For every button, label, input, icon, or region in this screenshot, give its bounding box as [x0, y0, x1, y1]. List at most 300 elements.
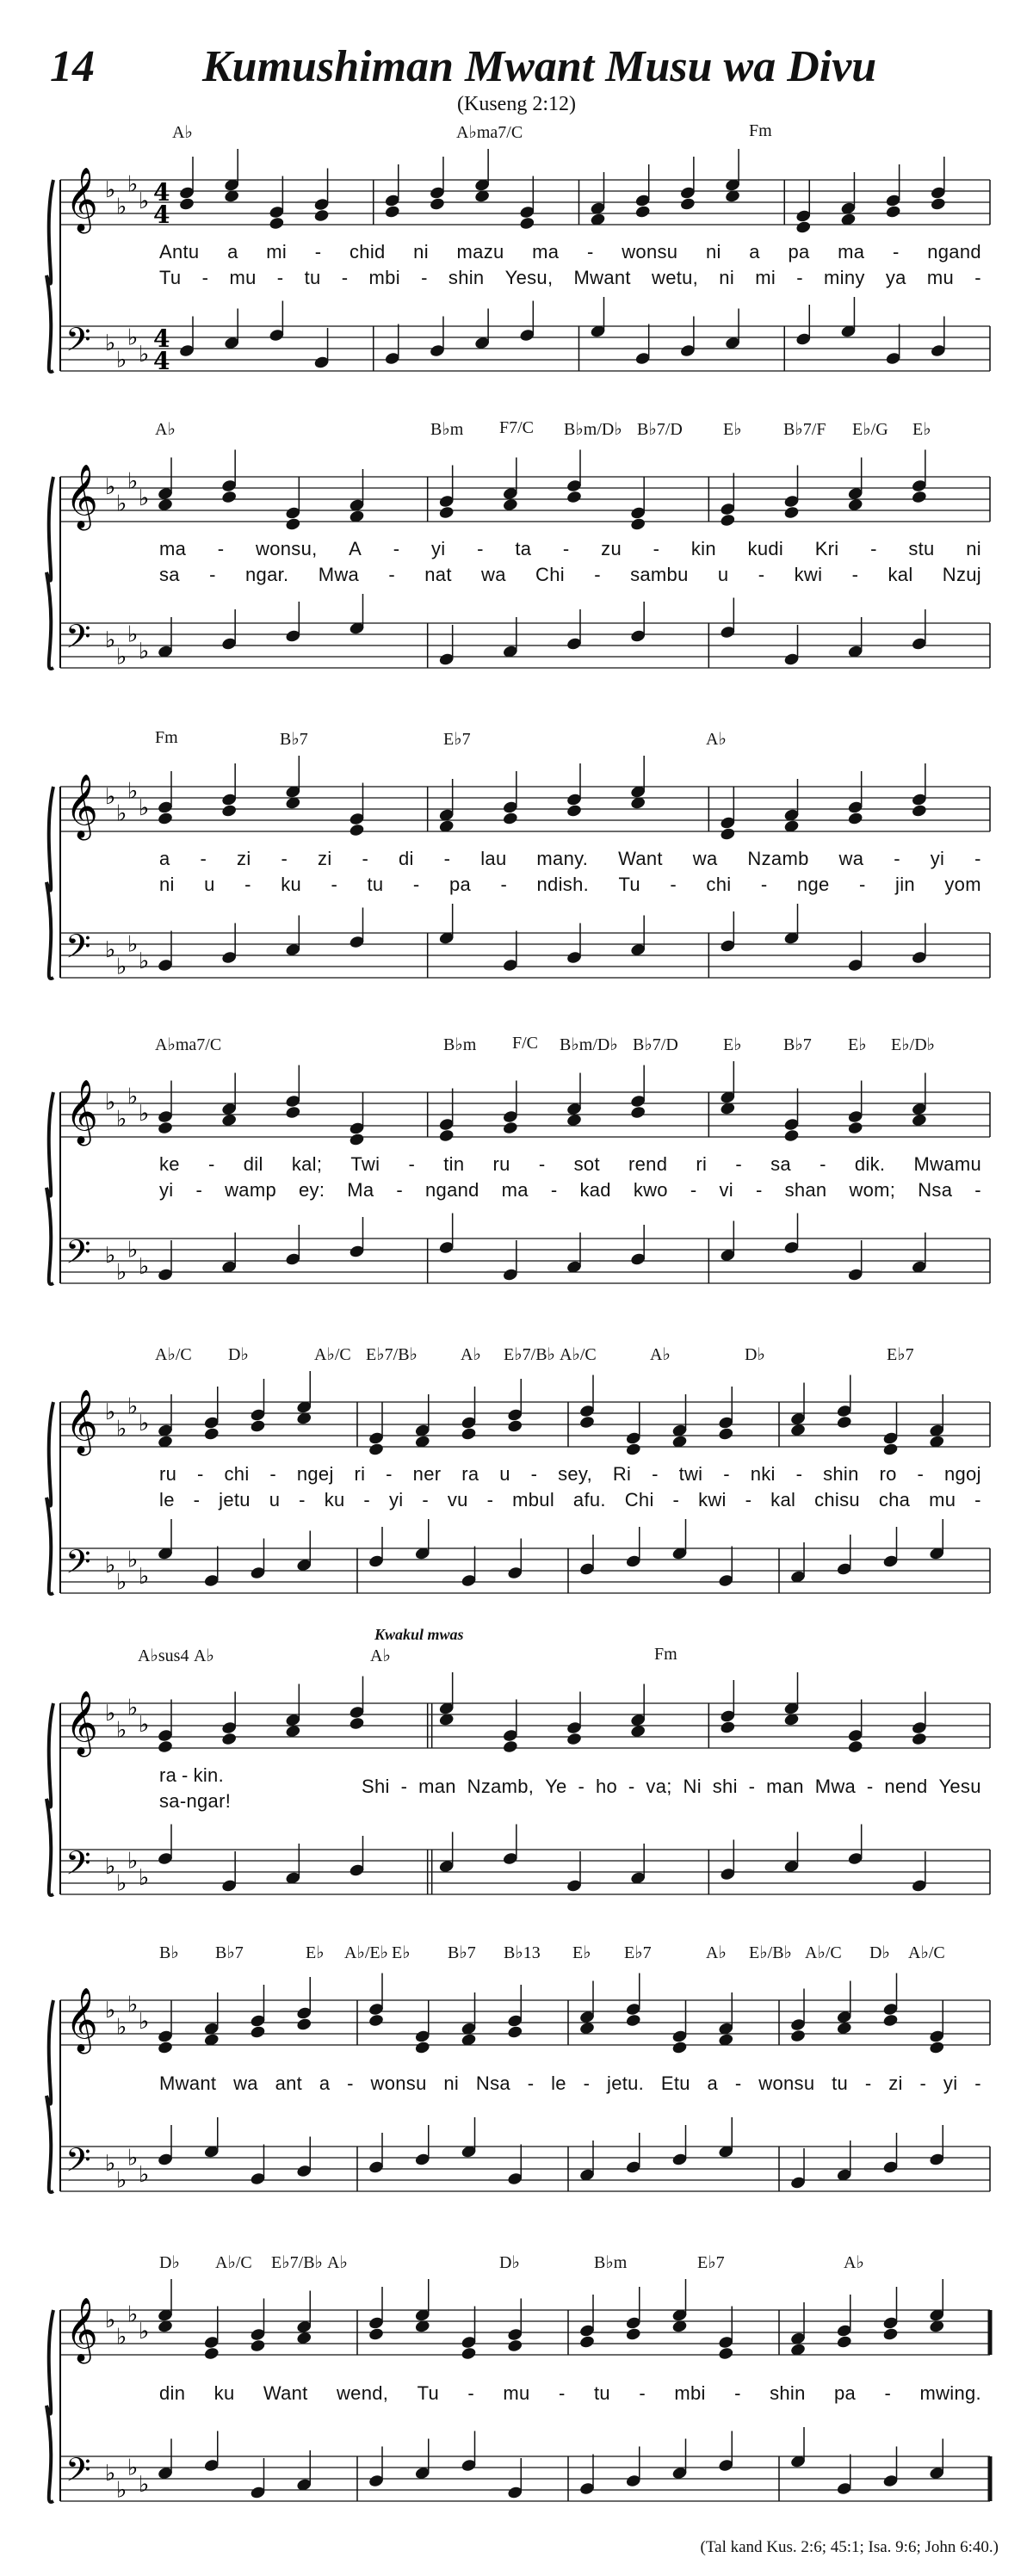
note-head	[461, 1427, 477, 1442]
lyric-syllable: kin	[690, 538, 716, 559]
bass-clef-icon: 𝄢	[65, 2450, 91, 2497]
note-head	[349, 1716, 365, 1731]
lyric-syllable: chid	[349, 241, 386, 263]
treble-clef-icon: 𝄞	[65, 1988, 98, 2052]
lyric-syllable: -	[200, 848, 207, 869]
time-signature-icon: 4	[153, 178, 170, 207]
note-head	[911, 490, 927, 504]
lyric-syllable: kin.	[193, 1764, 224, 1786]
lyric-syllable: u	[204, 874, 215, 895]
note-head	[519, 216, 535, 231]
lyric-syllable: -	[421, 267, 428, 288]
flat-icon: ♭	[116, 1106, 127, 1133]
chord-symbol: E♭	[306, 1943, 325, 1962]
lyric-syllable: -	[195, 1179, 203, 1201]
chord-symbol: Fm	[654, 1645, 677, 1664]
treble-clef-icon: 𝄞	[65, 775, 98, 838]
flat-icon: ♭	[105, 1399, 116, 1425]
note-head	[507, 2025, 523, 2040]
lyric-syllable: -	[586, 241, 594, 263]
lyric-syllable: yi	[431, 538, 446, 559]
note-head	[783, 1128, 800, 1143]
lyric-syllable: -	[207, 1153, 215, 1175]
brace	[46, 180, 53, 372]
chord-symbols	[43, 723, 999, 752]
flat-icon: ♭	[105, 784, 116, 810]
lyric-syllable: -	[197, 1463, 204, 1485]
note-head	[836, 1415, 852, 1430]
chord-symbol: F/C	[512, 1034, 539, 1053]
treble-clef-icon: 𝄞	[65, 168, 98, 232]
lyric-syllable: -	[578, 1776, 585, 1797]
lyrics-line-verse1	[159, 538, 981, 560]
lyrics-line-verse1	[159, 1153, 981, 1176]
flat-icon: ♭	[127, 171, 139, 198]
lyric-syllable: -	[550, 1179, 558, 1201]
flat-icon: ♭	[127, 468, 139, 495]
lyric-syllable: -	[527, 2073, 535, 2094]
note-head	[847, 812, 863, 826]
lyric-syllable: sa	[159, 1790, 180, 1812]
lyric-syllable: -	[347, 2073, 354, 2094]
chord-symbol: D♭	[745, 1345, 765, 1364]
lyric-syllable: u	[717, 564, 729, 585]
lyric-syllable: Tu	[159, 267, 182, 288]
note-head	[221, 804, 238, 819]
note-head	[502, 1121, 518, 1135]
note-head	[625, 2013, 641, 2028]
lyric-syllable: Nzuj	[942, 564, 981, 585]
note-head	[566, 1732, 582, 1746]
flat-icon: ♭	[139, 795, 150, 821]
chord-symbol: E♭7/B♭	[504, 1345, 555, 1364]
chord-symbols	[43, 1640, 999, 1669]
note-head	[221, 490, 238, 504]
treble-clef-icon: 𝄞	[65, 2298, 98, 2362]
flat-icon: ♭	[139, 2472, 150, 2498]
chord-symbol: B♭m	[594, 2253, 628, 2272]
note-head	[250, 2025, 266, 2040]
lyric-syllable: -	[179, 1790, 187, 1812]
lyric-syllable: mbul	[512, 1489, 555, 1510]
lyrics-line-verse2	[159, 564, 981, 586]
tempo-marking: Kwakul mwas	[374, 1626, 464, 1643]
lyric-syllable: ma	[532, 241, 560, 263]
score-system	[43, 116, 999, 409]
note-head	[789, 2029, 806, 2043]
lyric-syllable: -	[820, 1153, 826, 1175]
lyric-syllable: -	[408, 1153, 416, 1175]
chord-symbol: A♭	[155, 420, 176, 439]
time-signature-icon: 4	[153, 324, 170, 353]
note-head	[718, 1427, 734, 1442]
note-head	[296, 2017, 312, 2032]
lyric-syllable: tu	[832, 2073, 849, 2094]
note-head	[507, 1419, 523, 1434]
chord-symbol: A♭	[461, 1345, 481, 1364]
lyric-syllable: cha	[878, 1489, 911, 1510]
lyric-syllable: wonsu	[622, 241, 678, 263]
note-head	[368, 2327, 384, 2342]
chord-symbol: E♭7	[887, 1345, 914, 1364]
chord-symbols	[43, 1937, 999, 1966]
lyric-syllable: -	[562, 538, 570, 559]
lyric-syllable: wa	[233, 2073, 258, 2094]
lyric-syllable: nki	[750, 1463, 776, 1485]
brace	[46, 1703, 53, 1895]
lyric-syllable: pa	[788, 241, 810, 263]
note-head	[885, 205, 901, 219]
lyric-syllable: mbi	[368, 267, 400, 288]
note-head	[285, 517, 301, 532]
lyric-syllable: -	[538, 1153, 546, 1175]
flat-icon: ♭	[127, 1084, 139, 1110]
flat-icon: ♭	[116, 800, 127, 827]
lyrics-line-refrain	[159, 2382, 981, 2405]
note-head	[368, 1442, 384, 1457]
lyric-syllable: zi	[318, 848, 332, 869]
lyric-syllable: -	[422, 1489, 429, 1510]
lyric-syllable: nat	[424, 564, 452, 585]
lyric-syllable: ra	[159, 1764, 177, 1786]
flat-icon: ♭	[127, 2145, 139, 2171]
lyric-syllable: ma	[159, 538, 187, 559]
lyric-syllable: ni	[719, 267, 735, 288]
lyric-syllable: -	[341, 267, 349, 288]
note-head	[882, 2013, 899, 2028]
chord-symbol: A♭sus4	[138, 1646, 189, 1665]
lyric-syllable: ngand	[927, 241, 981, 263]
lyric-syllable: tu	[367, 874, 384, 895]
brace	[46, 2000, 53, 2192]
lyric-syllable: mu	[503, 2382, 530, 2404]
lyric-syllable: Nzamb	[747, 848, 809, 869]
note-head	[911, 1732, 927, 1746]
flat-icon: ♭	[127, 2301, 139, 2328]
lyric-syllable: wonsu,	[256, 538, 318, 559]
lyric-syllable: -	[244, 874, 251, 895]
lyric-syllable: va;	[646, 1776, 672, 1797]
lyric-syllable: -	[748, 1776, 756, 1797]
bass-clef-icon: 𝄢	[65, 617, 91, 664]
lyric-syllable: rend	[628, 1153, 668, 1175]
lyric-syllable: mu	[926, 267, 955, 288]
lyric-syllable: Mwant	[573, 267, 631, 288]
note-head	[157, 1121, 173, 1135]
lyric-syllable: -	[974, 848, 981, 869]
lyric-syllable: -	[443, 848, 451, 869]
lyric-syllable: u	[499, 1463, 510, 1485]
lyric-syllable: ni	[413, 241, 429, 263]
lyric-syllable: Twi	[350, 1153, 380, 1175]
brace	[46, 787, 53, 979]
note-head	[269, 216, 285, 231]
lyric-syllable: -	[894, 848, 900, 869]
bass-clef-icon: 𝄢	[65, 320, 91, 367]
lyric-syllable: a	[707, 2073, 719, 2094]
lyric-syllable: kwi	[698, 1489, 727, 1510]
lyric-syllable: Ri	[612, 1463, 632, 1485]
note-head	[720, 827, 736, 842]
lyric-syllable: yi	[930, 848, 945, 869]
note-head	[368, 2013, 384, 2028]
lyric-syllable: di	[399, 848, 414, 869]
chord-symbol: B♭7	[783, 1035, 812, 1054]
flat-icon: ♭	[105, 2151, 116, 2177]
chord-symbol: E♭	[912, 420, 931, 439]
chord-symbol: Fm	[155, 728, 178, 747]
lyric-syllable: shin	[823, 1463, 859, 1485]
note-head	[157, 2041, 173, 2055]
chord-symbol: A♭	[194, 1646, 214, 1665]
lyric-syllable: mazu	[456, 241, 504, 263]
note-head	[384, 205, 400, 219]
lyric-syllable: Mwa	[814, 1776, 857, 1797]
lyric-syllable: -	[974, 267, 981, 288]
lyric-syllable: wamp	[225, 1179, 276, 1201]
note-head	[882, 1442, 899, 1457]
flat-icon: ♭	[105, 330, 116, 356]
lyric-syllable: Kri	[814, 538, 839, 559]
lyric-syllable: -	[690, 1179, 697, 1201]
flat-icon: ♭	[127, 1393, 139, 1420]
lyric-syllable: -	[858, 874, 866, 895]
lyric-syllable: afu.	[572, 1489, 606, 1510]
lyric-syllable: ma	[838, 241, 865, 263]
lyric-syllable: ni	[159, 874, 175, 895]
grand-staff	[43, 1966, 999, 2224]
chord-symbol: B♭7/F	[783, 420, 826, 439]
chord-symbol: E♭7/B♭	[271, 2253, 323, 2272]
lyric-syllable: Want	[263, 2382, 308, 2404]
lyric-syllable: chi	[224, 1463, 250, 1485]
lyric-syllable: Mwa	[318, 564, 360, 585]
lyric-syllable: pa	[834, 2382, 857, 2404]
lyrics-line-verse2	[159, 1179, 981, 1202]
chord-symbol: B♭7	[280, 730, 308, 749]
flat-icon: ♭	[139, 1865, 150, 1891]
lyric-syllable: -	[217, 538, 225, 559]
brace	[46, 477, 53, 669]
lyric-syllable: -	[974, 2073, 981, 2094]
bass-clef-icon: 𝄢	[65, 1844, 91, 1890]
chord-symbol: E♭/D♭	[891, 1035, 936, 1054]
flat-icon: ♭	[127, 1848, 139, 1875]
chord-symbol: D♭	[228, 1345, 249, 1364]
flat-icon: ♭	[116, 1717, 127, 1744]
lyric-syllable: ngej	[296, 1463, 334, 1485]
note-head	[250, 2338, 266, 2353]
bass-clef-icon: 𝄢	[65, 1232, 91, 1279]
lyric-syllable: sa	[770, 1153, 791, 1175]
flat-icon: ♭	[116, 194, 127, 220]
flat-icon: ♭	[139, 2319, 150, 2344]
chord-symbol: E♭/B♭	[749, 1943, 792, 1962]
lyric-syllable: -	[477, 538, 484, 559]
score-system	[43, 2246, 999, 2539]
note-head	[250, 1419, 266, 1434]
lyric-syllable: shi	[712, 1776, 738, 1797]
lyric-syllable: a	[227, 241, 238, 263]
lyric-syllable: -	[299, 1489, 306, 1510]
lyric-syllable: kal;	[291, 1153, 323, 1175]
flat-icon: ♭	[139, 1564, 150, 1590]
chord-symbol: E♭	[848, 1035, 867, 1054]
chord-symbol: E♭	[392, 1943, 411, 1962]
lyric-syllable: -	[486, 1489, 494, 1510]
lyric-syllable: ma	[501, 1179, 529, 1201]
flat-icon: ♭	[116, 491, 127, 517]
lyric-syllable: wa	[838, 848, 864, 869]
chord-symbol: B♭m/D♭	[560, 1035, 618, 1054]
chord-symbol: E♭7	[443, 730, 471, 749]
treble-clef-icon: 𝄞	[65, 1691, 98, 1755]
lyric-syllable: -	[281, 848, 288, 869]
lyric-syllable: ri	[354, 1463, 366, 1485]
lyric-syllable: ni	[705, 241, 721, 263]
note-head	[847, 1739, 863, 1754]
lyric-syllable: -	[362, 848, 369, 869]
chord-symbol: A♭/C	[560, 1345, 597, 1364]
lyric-syllable: vu	[447, 1489, 468, 1510]
note-head	[438, 505, 455, 520]
lyric-syllable: -	[209, 564, 216, 585]
flat-icon: ♭	[139, 2009, 150, 2035]
hymn-title: Kumushiman Mwant Musu wa Divu	[202, 42, 877, 91]
lyric-syllable: stu	[908, 538, 935, 559]
flat-icon: ♭	[105, 1998, 116, 2023]
lyric-syllable: Shi	[362, 1776, 390, 1797]
lyric-syllable: -	[734, 2073, 742, 2094]
lyric-syllable: sot	[573, 1153, 600, 1175]
lyric-syllable: wonsu	[370, 2073, 427, 2094]
flat-icon: ♭	[139, 188, 150, 214]
lyric-syllable: Want	[618, 848, 663, 869]
chord-symbol: B♭7/D	[637, 420, 683, 439]
lyric-syllable: yi	[943, 2073, 958, 2094]
lyric-syllable: zu	[601, 538, 622, 559]
lyrics-line-verse1	[159, 1463, 981, 1486]
lyric-syllable: ke	[159, 1153, 180, 1175]
note-head	[718, 2346, 734, 2361]
footer-references: (Tal kand Kus. 2:6; 45:1; Isa. 9:6; John 6:40.)	[700, 2538, 999, 2556]
score-system	[43, 413, 999, 706]
note-head	[349, 1133, 365, 1147]
note-head	[929, 2041, 945, 2055]
flat-icon: ♭	[127, 324, 139, 351]
chord-symbol: B♭7	[448, 1943, 476, 1962]
chord-symbols	[43, 1338, 999, 1368]
lyric-syllable: yom	[944, 874, 981, 895]
lyric-syllable: -	[314, 241, 322, 263]
chord-symbol: E♭7	[624, 1943, 652, 1962]
lyric-syllable: tin	[443, 1153, 465, 1175]
lyric-syllable: ku	[213, 2382, 235, 2404]
lyric-syllable: ngoj	[943, 1463, 981, 1485]
note-head	[157, 1739, 173, 1754]
note-head	[795, 220, 812, 235]
lyric-syllable: -	[412, 874, 420, 895]
lyric-syllable: yi	[388, 1489, 404, 1510]
lyric-syllable: wetu,	[652, 267, 699, 288]
lyric-syllable: ngar.	[245, 564, 289, 585]
lyrics-line-refrain	[362, 1776, 981, 1798]
lyric-syllable: -	[652, 1463, 659, 1485]
chord-symbol: B♭m/D♭	[564, 420, 622, 439]
lyric-syllable: ey:	[298, 1179, 325, 1201]
lyric-syllable: ant	[275, 2073, 303, 2094]
lyric-syllable: ru	[492, 1153, 510, 1175]
lyric-syllable: -	[500, 874, 508, 895]
lyric-syllable: shin	[448, 267, 485, 288]
lyric-syllable: Ni	[683, 1776, 702, 1797]
note-head	[882, 2327, 899, 2342]
chord-symbol: E♭	[723, 1035, 742, 1054]
chord-symbol: B♭m	[443, 1035, 477, 1054]
flat-icon: ♭	[116, 1870, 127, 1897]
lyric-syllable: kad	[579, 1179, 611, 1201]
treble-clef-icon: 𝄞	[65, 465, 98, 528]
lyric-syllable: -	[795, 1463, 803, 1485]
chord-symbol: A♭/C	[805, 1943, 842, 1962]
chord-symbol: A♭/C	[215, 2253, 252, 2272]
flat-icon: ♭	[139, 485, 150, 511]
lyric-syllable: wend,	[336, 2382, 389, 2404]
chord-symbol: E♭/G	[852, 420, 888, 439]
lyric-syllable: Antu	[159, 241, 200, 263]
lyric-syllable: -	[851, 564, 859, 585]
lyric-syllable: din	[159, 2382, 186, 2404]
lyric-syllable: pa	[448, 874, 472, 895]
flat-icon: ♭	[116, 2477, 127, 2504]
chord-symbol: A♭	[706, 1943, 727, 1962]
lyric-syllable: -	[182, 1764, 189, 1786]
flat-icon: ♭	[127, 621, 139, 648]
lyric-syllable: nge	[796, 874, 830, 895]
lyric-syllable: ngand	[425, 1179, 479, 1201]
flat-icon: ♭	[127, 2455, 139, 2481]
lyric-syllable: a	[319, 2073, 331, 2094]
note-head	[221, 1732, 238, 1746]
flat-icon: ♭	[127, 1237, 139, 1263]
lyric-syllable: -	[760, 874, 768, 895]
lyric-syllable: shan	[784, 1179, 827, 1201]
note-head	[578, 2335, 595, 2350]
time-signature-icon: 4	[153, 347, 170, 375]
flat-icon: ♭	[127, 931, 139, 958]
flat-icon: ♭	[105, 627, 116, 653]
score-system	[43, 1626, 999, 1932]
chord-symbols	[43, 1029, 999, 1058]
lyric-syllable: le	[551, 2073, 566, 2094]
lyric-syllable: -	[386, 1463, 393, 1485]
flat-icon: ♭	[116, 2324, 127, 2351]
lyric-syllable: -	[723, 1463, 730, 1485]
note-head	[679, 197, 696, 212]
lyric-syllable: Chi	[624, 1489, 654, 1510]
chord-symbol: A♭/C	[908, 1943, 945, 1962]
lyric-syllable: zi	[888, 2073, 903, 2094]
flat-icon: ♭	[127, 1992, 139, 2018]
lyric-syllable: le	[159, 1489, 175, 1510]
brace	[46, 2310, 53, 2502]
flat-icon: ♭	[127, 1695, 139, 1721]
flat-icon: ♭	[105, 177, 116, 203]
lyric-syllable: sa	[159, 564, 180, 585]
note-head	[438, 1128, 455, 1143]
lyric-syllable: kwi	[794, 564, 823, 585]
chord-symbol: A♭/E♭	[344, 1943, 389, 1962]
